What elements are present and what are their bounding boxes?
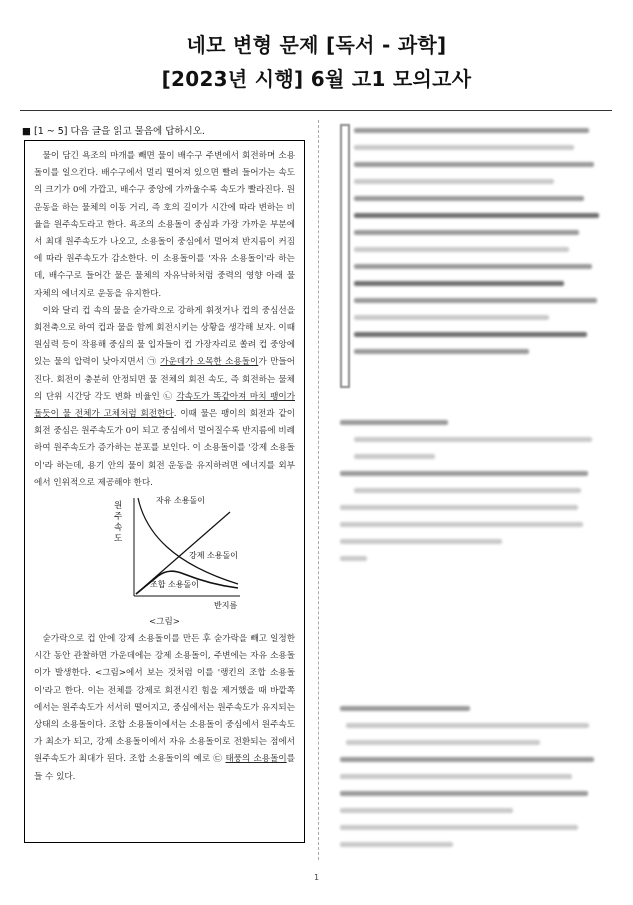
blurred-question-block-1 bbox=[338, 124, 610, 392]
title-line-1: 네모 변형 문제 [독서 - 과학] bbox=[186, 33, 447, 57]
blurred-line bbox=[340, 791, 588, 796]
header-divider bbox=[20, 110, 612, 111]
blurred-line bbox=[354, 488, 581, 493]
y-axis-label-char: 원 bbox=[114, 501, 123, 512]
blurred-line bbox=[340, 539, 502, 544]
free-vortex-label: 자유 소용돌이 bbox=[156, 496, 205, 506]
figure-caption: <그림> bbox=[148, 617, 180, 628]
column-divider bbox=[318, 120, 319, 860]
blurred-line bbox=[340, 825, 578, 830]
y-axis-label-char: 속 bbox=[114, 523, 123, 534]
blurred-line bbox=[340, 420, 448, 425]
blurred-line bbox=[354, 162, 594, 167]
blurred-line bbox=[346, 740, 540, 745]
reading-passage bbox=[24, 140, 305, 843]
blurred-line bbox=[354, 230, 579, 235]
blurred-line bbox=[340, 774, 572, 779]
blurred-line bbox=[340, 842, 453, 847]
blurred-line bbox=[346, 723, 589, 728]
blurred-line bbox=[354, 213, 599, 218]
blurred-question-block-2 bbox=[340, 420, 610, 570]
passage-paragraph-1: 물이 담긴 욕조의 마개를 빼면 물이 배수구 주변에서 회전하며 소용돌이를 일으킨다. 배수구에서 멀리 떨어져 있으면 빨려 들어가는 속도의 크기가 0에 가깝고, 배수구 중앙에 가까울수록 속도가 빨라진다. 원운동을 하는 물체의 이동 거리, 즉 호의 길이가 시간에 따라 변하는 비율을 원주속도라고 한다. 욕조의 소용돌이 중심과 가장 가까운 부분에서 최대 원주속도가 나오고, 소용돌이 중심에서 멀어져 반지름이 커짐에 따라 원주속도가 감소한다. 이 소용돌이를 '자유 소용돌이'라 하는데, 배수구로 들어간 물은 물체의 자유낙하처럼 중력의 영향 아래 물 자체의 에너지로 운동을 유지한다. bbox=[34, 151, 295, 299]
blurred-line bbox=[340, 556, 367, 561]
underlined-phrase-b: 각속도가 똑같아져 마치 팽이가 돌듯이 물 전체가 고체처럼 회전한다 bbox=[34, 391, 295, 420]
blurred-line bbox=[354, 332, 587, 337]
vortex-graph bbox=[34, 494, 295, 614]
blurred-line bbox=[354, 128, 589, 133]
combined-vortex-label: 조합 소용돌이 bbox=[150, 580, 199, 590]
forced-vortex-label: 강제 소용돌이 bbox=[189, 551, 238, 561]
blurred-line bbox=[354, 454, 435, 459]
vortex-graph-svg bbox=[34, 494, 297, 614]
instruction-text: ■ [1 ~ 5] 다음 글을 읽고 물음에 답하시오. bbox=[22, 126, 205, 137]
blurred-line bbox=[340, 706, 470, 711]
passage-text: 를 들 수 있다. bbox=[34, 754, 295, 782]
free-vortex-curve bbox=[138, 498, 238, 584]
y-axis-label-char: 도 bbox=[114, 534, 123, 545]
title-line-2: [2023년 시행] 6월 고1 모의고사 bbox=[161, 67, 472, 91]
y-axis-label-char: 주 bbox=[114, 512, 123, 523]
blurred-line bbox=[354, 437, 592, 442]
blurred-line bbox=[340, 808, 513, 813]
blurred-line bbox=[354, 179, 554, 184]
blurred-line bbox=[340, 757, 594, 762]
blurred-line bbox=[354, 196, 584, 201]
passage-text: 이와 달리 컵 속의 물을 숟가락으로 강하게 휘젓거나 컵의 중심선을 회전축으로 하여 컵과 물을 함께 회전시키는 상황을 생각해 보자. 이때 원심력 등이 작용해 중심의 물 입자들이 컵 가장자리로 쏠려 컵 중앙에 있는 물의 압력이 낮아지면서 ㉠ bbox=[34, 305, 295, 368]
blurred-line bbox=[340, 522, 583, 527]
document-title bbox=[0, 28, 633, 96]
passage-paragraph-3 bbox=[34, 631, 295, 786]
blurred-line bbox=[354, 315, 549, 320]
underlined-phrase-a: 가운데가 오목한 소용돌이 bbox=[160, 357, 259, 368]
blurred-line bbox=[354, 264, 592, 269]
blurred-line bbox=[340, 471, 588, 476]
passage-text: . 이때 물은 팽이의 회전과 같이 회전 중심은 원주속도가 0이 되고 중심에서 멀어질수록 반지름에 비례하여 원주속도가 증가하는 분포를 보인다. 이 소용돌이를 '강제 소용돌이'라 하는데, 용기 안의 물이 회전 운동을 유지하려면 에너지를 외부에서 인위적으로 제공해야 한다. bbox=[34, 409, 295, 488]
blurred-line bbox=[340, 505, 578, 510]
blurred-line bbox=[354, 349, 529, 354]
x-axis-label: 반지름 bbox=[214, 601, 238, 611]
passage-text: 숟가락으로 컵 안에 강제 소용돌이를 만든 후 숟가락을 빼고 일정한 시간 동안 관찰하면 가운데에는 강제 소용돌이, 주변에는 자유 소용돌이가 발생한다. <그림>에서 보는 것처럼 이를 '랭킨의 조합 소용돌이'라고 한다. 이는 전체를 강제로 회전시킨 힘을 제거했을 때 바깥쪽에서는 원주속도가 서서히 떨어지고, 중심에서는 원주속도가 유지되는 상태의 소용돌이다. 조합 소용돌이에서는 소용돌이 중심에서 원주속도가 최소가 되고, 강제 소용돌이에서 자유 소용돌이로 전환되는 점에서 원주속도가 최대가 된다. 조합 소용돌이의 예로 ㉢ bbox=[34, 634, 295, 765]
passage-paragraph-2 bbox=[34, 303, 295, 492]
passage-text: 가 만들어진다. 회전이 충분히 안정되면 물 전체의 회전 속도, 즉 회전하는 물체의 단위 시간당 각도 변화 비율인 ㉡ bbox=[34, 357, 296, 402]
blurred-line bbox=[354, 247, 569, 252]
page-number: 1 bbox=[313, 873, 320, 882]
blurred-question-block-3 bbox=[340, 706, 610, 846]
blurred-box-edge bbox=[340, 124, 350, 388]
blurred-line bbox=[354, 281, 564, 286]
blurred-line bbox=[354, 145, 574, 150]
underlined-phrase-c: 태풍의 소용돌이 bbox=[225, 754, 287, 765]
blurred-line bbox=[354, 298, 597, 303]
